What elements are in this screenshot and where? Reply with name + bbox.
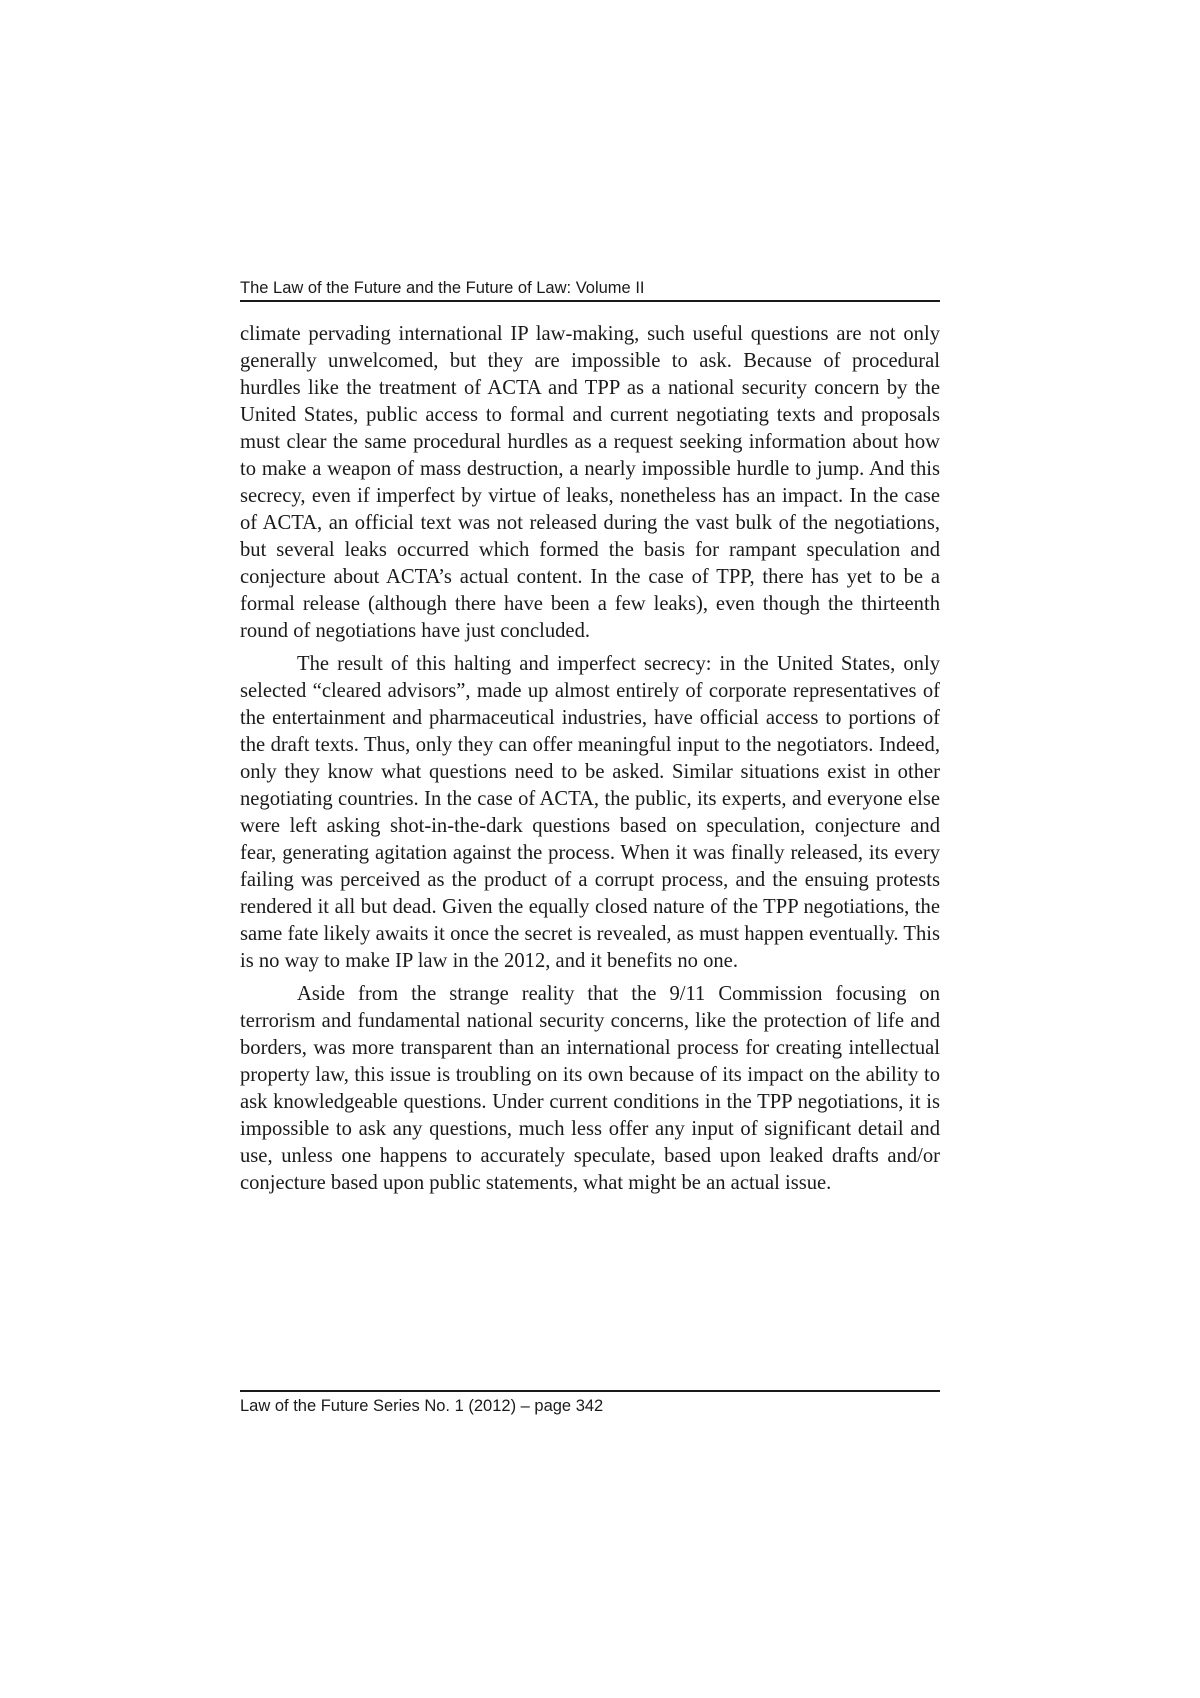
running-header: The Law of the Future and the Future of Law: Volume II: [240, 279, 645, 297]
paragraph-secrecy-result: The result of this halting and imperfect secrecy: in the United States, only selected “cleared advisors”, made up almost entirely of corporate representatives of the entertainment and pharmaceutical industries, have official access to portions of the draft texts. Thus, only they can offer meaningful input to the negotiators. Indeed, only they know what questions need to be asked. Similar situations exist in other negotiating countries. In the case of ACTA, the public, its experts, and everyone else were left asking shot-in-the-dark questions based on speculation, conjecture and fear, generating agitation against the process. When it was finally released, its every failing was perceived as the product of a corrupt process, and the ensuing protests rendered it all but dead. Given the equally closed nature of the TPP negotiations, the same fate likely awaits it once the secret is revealed, as must happen eventually. This is no way to make IP law in the 2012, and it benefits no one.: [240, 653, 940, 972]
header-rule: [240, 300, 940, 302]
footer-rule: [240, 1390, 940, 1392]
running-footer: Law of the Future Series No. 1 (2012) – page 342: [240, 1397, 604, 1415]
paragraph-continued: climate pervading international IP law-making, such useful questions are not only generally unwelcomed, but they are impossible to ask. Because of procedural hurdles like the treatment of ACTA and TPP as a national security concern by the United States, public access to formal and current negotiating texts and proposals must clear the same procedural hurdles as a request seeking information about how to make a weapon of mass destruction, a nearly impossible hurdle to jump. And this secrecy, even if imperfect by virtue of leaks, nonetheless has an impact. In the case of ACTA, an official text was not released during the vast bulk of the negotiations, but several leaks occurred which formed the basis for rampant speculation and conjecture about ACTA’s actual content. In the case of TPP, there has yet to be a formal release (although there have been a few leaks), even though the thirteenth round of negotiations have just concluded.: [240, 323, 940, 642]
paragraph-transparency: Aside from the strange reality that the 9/11 Commission focusing on terrorism and fundamental national security concerns, like the protection of life and borders, was more transparent than an international process for creating intellectual property law, this issue is troubling on its own because of its impact on the ability to ask knowledgeable questions. Under current conditions in the TPP negotiations, it is impossible to ask any questions, much less offer any input of significant detail and use, unless one happens to accurately speculate, based upon leaked drafts and/or conjecture based upon public statements, what might be an actual issue.: [240, 983, 940, 1194]
body-text: [240, 321, 940, 1203]
